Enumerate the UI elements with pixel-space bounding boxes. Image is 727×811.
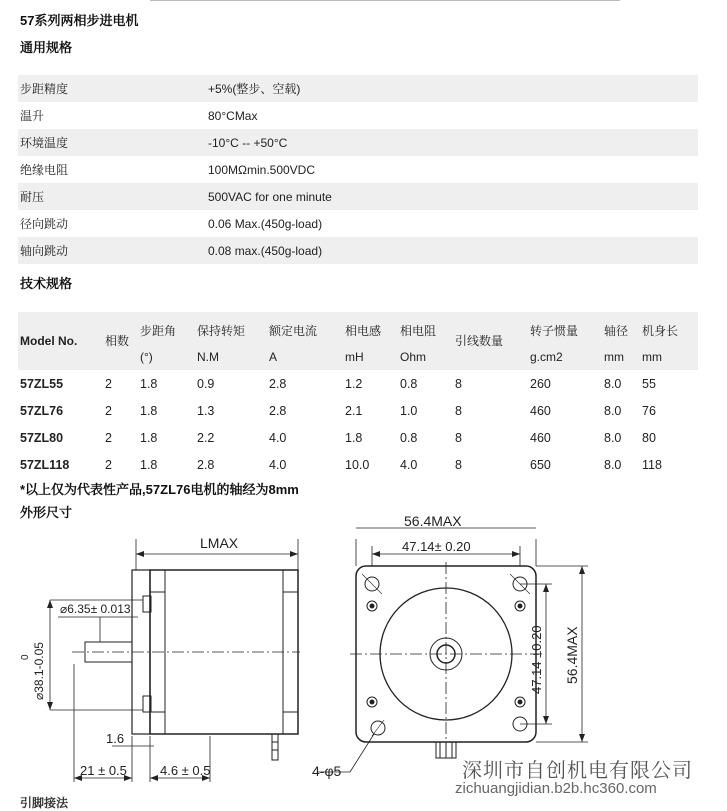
spec-label: 温升 [20, 109, 45, 123]
table-row [18, 451, 698, 478]
table-cell: 2 [105, 376, 112, 391]
table-cell: 2 [105, 403, 112, 418]
table-cell: 57ZL118 [20, 457, 70, 472]
table-cell: 2 [105, 457, 112, 472]
width-top-label: 56.4MAX [404, 514, 462, 529]
general-spec-table [18, 75, 698, 264]
table-cell: 0.8 [400, 430, 418, 445]
table-cell: 80 [642, 430, 656, 445]
table-cell: 8.0 [604, 376, 622, 391]
table-cell: 4.0 [269, 430, 287, 445]
column-header: 相电感 mH [343, 312, 398, 370]
hole-dia-label: 4-φ5 [312, 763, 342, 779]
spec-row [18, 210, 698, 237]
spec-label: 耐压 [18, 183, 206, 210]
tech-spec-table [18, 312, 698, 478]
footnote: *以上仅为代表性产品,57ZL76电机的轴经为8mm [20, 482, 299, 497]
column-header: 引线数量 [453, 312, 528, 370]
spec-value: 80°CMax [208, 108, 258, 123]
spec-value: 0.06 Max.(450g-load) [208, 216, 323, 231]
table-cell: 1.8 [345, 430, 363, 445]
table-cell: 650 [530, 457, 551, 472]
table-cell: 2 [105, 430, 112, 445]
column-header: 轴径 mm [602, 312, 640, 370]
watermark-url: zichuangjidian.b2b.hc360.com [455, 780, 657, 797]
side-view [47, 539, 300, 782]
spec-row [18, 102, 698, 129]
tech-header-row [18, 312, 698, 370]
table-cell: 1.8 [140, 403, 158, 418]
spec-row [18, 75, 698, 102]
general-spec-header: 通用规格 [20, 40, 73, 55]
dim-21-label: 21 ± 0.5 [80, 763, 127, 778]
table-cell: 2.8 [269, 403, 287, 418]
table-cell: 2.8 [269, 376, 287, 391]
lead-wire [272, 734, 278, 760]
table-cell: 2.1 [345, 403, 363, 418]
table-row [18, 370, 698, 397]
table-cell: 57ZL55 [20, 376, 64, 391]
table-cell: 460 [530, 430, 551, 445]
table-cell: 4.0 [400, 457, 418, 472]
page-title: 57系列两相步进电机 [20, 13, 139, 28]
pilot-dia-label: ⌀38.1-0.05 [32, 642, 46, 700]
spec-row [18, 237, 698, 264]
shaft-dia-label: ⌀6.35± 0.013 [60, 602, 131, 616]
table-cell: 0.8 [400, 376, 418, 391]
column-header: 相电阻 Ohm [398, 312, 453, 370]
table-cell: 1.0 [400, 403, 418, 418]
table-cell: 460 [530, 403, 551, 418]
table-cell: 0.9 [197, 376, 215, 391]
table-row [18, 424, 698, 451]
tech-spec-header: 技术规格 [20, 276, 73, 291]
spec-value: +5%(整步、空载) [206, 75, 698, 102]
table-cell: 8 [455, 403, 462, 418]
next-section-header: 引脚接法 [20, 796, 69, 810]
table-cell: 118 [642, 457, 662, 472]
table-cell: 1.3 [197, 403, 215, 418]
spec-row [18, 183, 698, 210]
column-header: 额定电流 A [267, 312, 343, 370]
spec-value: 100MΩmin.500VDC [208, 162, 316, 177]
spec-label: 轴向跳动 [18, 237, 206, 264]
pilot-tol-label: 0 [20, 654, 31, 660]
column-header: 机身长 mm [640, 312, 698, 370]
table-cell: 2.2 [197, 430, 215, 445]
table-row [18, 397, 698, 424]
table-cell: 1.2 [345, 376, 363, 391]
hole-pitch-h-label: 47.14± 0.20 [402, 539, 471, 554]
table-cell: 8 [455, 457, 462, 472]
front-view [318, 528, 588, 772]
column-header: 保持转矩 N.M [195, 312, 267, 370]
column-header: 相数 [103, 312, 138, 370]
dim-4-6-label: 4.6 ± 0.5 [160, 763, 211, 778]
lmax-label: LMAX [200, 535, 239, 551]
table-cell: 260 [530, 376, 551, 391]
spec-value: 0.08 max.(450g-load) [206, 237, 698, 264]
table-cell: 1.8 [140, 376, 158, 391]
table-cell: 57ZL76 [20, 403, 64, 418]
table-cell: 1.8 [140, 457, 158, 472]
table-cell: 8.0 [604, 430, 622, 445]
width-side-label: 56.4MAX [564, 626, 580, 684]
watermark-company: 深圳市自创机电有限公司 [462, 760, 693, 782]
spec-row [18, 156, 698, 183]
spec-row [18, 129, 698, 156]
table-cell: 4.0 [269, 457, 287, 472]
column-header: 步距角 (°) [138, 312, 195, 370]
spec-label: 步距精度 [18, 75, 206, 102]
table-cell: 2.8 [197, 457, 215, 472]
table-cell: 8 [455, 376, 462, 391]
table-cell: 10.0 [345, 457, 370, 472]
table-cell: 8 [455, 430, 462, 445]
spec-label: 径向跳动 [20, 217, 69, 231]
spec-value: -10°C -- +50°C [206, 129, 698, 156]
hole-pitch-v-label: 47.14 ±0.20 [529, 625, 544, 694]
table-cell: 57ZL80 [20, 430, 64, 445]
table-cell: 8.0 [604, 403, 622, 418]
dim-1-6-label: 1.6 [106, 731, 125, 746]
spec-label: 环境温度 [18, 129, 206, 156]
table-cell: 76 [642, 403, 656, 418]
table-cell: 8.0 [604, 457, 622, 472]
outline-header: 外形尺寸 [20, 505, 73, 520]
table-cell: 55 [642, 376, 656, 391]
top-divider [150, 0, 620, 1]
table-cell: 1.8 [140, 430, 158, 445]
column-header: 转子惯量 g.cm2 [528, 312, 602, 370]
spec-label: 绝缘电阻 [20, 163, 69, 177]
column-header: Model No. [18, 312, 103, 370]
spec-value: 500VAC for one minute [206, 183, 698, 210]
